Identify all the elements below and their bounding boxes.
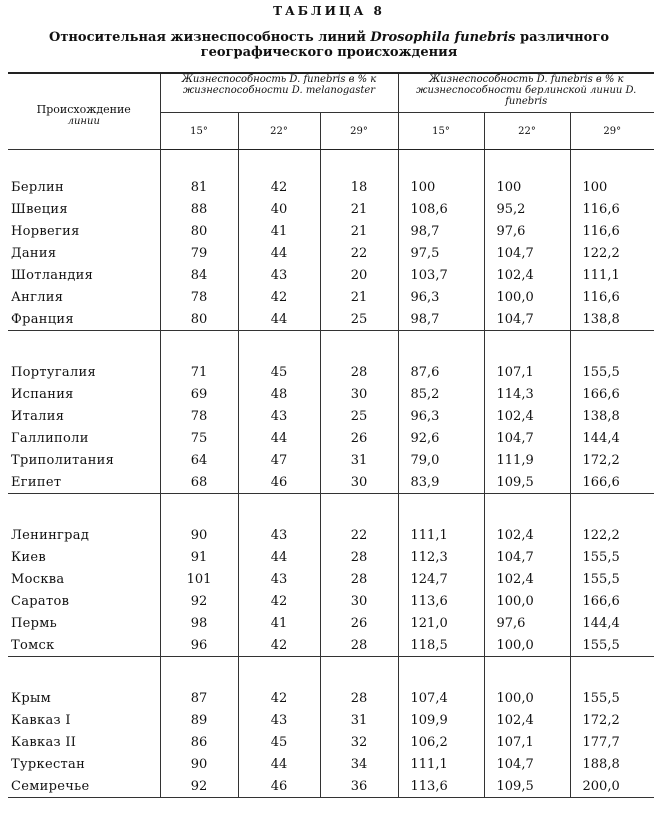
spacer-cell bbox=[484, 331, 570, 362]
value-cell: 92 bbox=[160, 775, 238, 798]
value-cell: 18 bbox=[320, 176, 398, 198]
value-cell: 87 bbox=[160, 687, 238, 709]
title-text-before: Относительная жизнеспособность линий bbox=[49, 30, 366, 45]
value-cell: 100,0 bbox=[484, 590, 570, 612]
value-cell: 166,6 bbox=[570, 471, 654, 494]
value-cell: 112,3 bbox=[398, 546, 484, 568]
value-cell: 43 bbox=[238, 709, 320, 731]
value-cell: 41 bbox=[238, 220, 320, 242]
spacer-cell bbox=[570, 331, 654, 362]
value-cell: 28 bbox=[320, 546, 398, 568]
value-cell: 155,5 bbox=[570, 546, 654, 568]
value-cell: 96 bbox=[160, 634, 238, 657]
value-cell: 104,7 bbox=[484, 427, 570, 449]
value-cell: 22 bbox=[320, 524, 398, 546]
origin-column-header bbox=[8, 73, 160, 150]
value-cell: 155,5 bbox=[570, 568, 654, 590]
table-row bbox=[8, 405, 654, 427]
value-cell: 122,2 bbox=[570, 524, 654, 546]
table-row bbox=[8, 449, 654, 471]
value-cell: 40 bbox=[238, 198, 320, 220]
value-cell: 172,2 bbox=[570, 709, 654, 731]
table-row bbox=[8, 524, 654, 546]
origin-cell: Туркестан bbox=[11, 756, 86, 772]
table-row bbox=[8, 242, 654, 264]
value-cell: 80 bbox=[160, 308, 238, 331]
value-cell: 109,9 bbox=[398, 709, 484, 731]
value-cell: 90 bbox=[160, 753, 238, 775]
spacer-cell bbox=[160, 494, 238, 525]
value-cell: 100,0 bbox=[484, 687, 570, 709]
origin-cell: Дания bbox=[11, 245, 57, 261]
value-cell: 79,0 bbox=[398, 449, 484, 471]
value-cell: 111,1 bbox=[398, 524, 484, 546]
spacer-cell bbox=[570, 657, 654, 688]
temp-header: 15° bbox=[160, 113, 238, 150]
value-cell: 43 bbox=[238, 405, 320, 427]
value-cell: 95,2 bbox=[484, 198, 570, 220]
value-cell: 96,3 bbox=[398, 286, 484, 308]
value-cell: 100 bbox=[570, 176, 654, 198]
value-cell: 89 bbox=[160, 709, 238, 731]
value-cell: 98,7 bbox=[398, 308, 484, 331]
spacer-cell bbox=[320, 657, 398, 688]
spacer-cell bbox=[238, 150, 320, 177]
value-cell: 113,6 bbox=[398, 775, 484, 798]
origin-cell: Швеция bbox=[11, 201, 68, 217]
value-cell: 104,7 bbox=[484, 242, 570, 264]
origin-cell: Томск bbox=[8, 634, 160, 657]
table-row bbox=[8, 687, 654, 709]
table-row bbox=[8, 286, 654, 308]
value-cell: 42 bbox=[238, 286, 320, 308]
value-cell: 46 bbox=[238, 775, 320, 798]
table-row bbox=[8, 568, 654, 590]
value-cell: 107,1 bbox=[484, 731, 570, 753]
spacer-cell bbox=[160, 331, 238, 362]
value-cell: 92 bbox=[160, 590, 238, 612]
value-cell: 97,5 bbox=[398, 242, 484, 264]
value-cell: 107,1 bbox=[484, 361, 570, 383]
value-cell: 102,4 bbox=[484, 568, 570, 590]
origin-cell: Пермь bbox=[11, 615, 58, 631]
value-cell: 68 bbox=[160, 471, 238, 494]
table-row bbox=[8, 176, 654, 198]
spacer-cell bbox=[238, 331, 320, 362]
value-cell: 96,3 bbox=[398, 405, 484, 427]
viability-table bbox=[8, 72, 654, 798]
value-cell: 28 bbox=[320, 634, 398, 657]
value-cell: 144,4 bbox=[570, 427, 654, 449]
value-cell: 109,5 bbox=[484, 775, 570, 798]
value-cell: 32 bbox=[320, 731, 398, 753]
value-cell: 75 bbox=[160, 427, 238, 449]
value-cell: 109,5 bbox=[484, 471, 570, 494]
value-cell: 30 bbox=[320, 383, 398, 405]
value-cell: 102,4 bbox=[484, 524, 570, 546]
temp-header: 29° bbox=[570, 113, 654, 150]
value-cell: 44 bbox=[238, 242, 320, 264]
value-cell: 102,4 bbox=[484, 405, 570, 427]
value-cell: 107,4 bbox=[398, 687, 484, 709]
value-cell: 90 bbox=[160, 524, 238, 546]
origin-cell: Италия bbox=[11, 408, 65, 424]
table-row bbox=[8, 775, 654, 798]
value-cell: 43 bbox=[238, 524, 320, 546]
value-cell: 116,6 bbox=[570, 220, 654, 242]
value-cell: 71 bbox=[160, 361, 238, 383]
value-cell: 155,5 bbox=[570, 687, 654, 709]
table-row bbox=[8, 709, 654, 731]
value-cell: 87,6 bbox=[398, 361, 484, 383]
value-cell: 108,6 bbox=[398, 198, 484, 220]
origin-cell: Норвегия bbox=[11, 223, 80, 239]
table-row bbox=[8, 546, 654, 568]
value-cell: 106,2 bbox=[398, 731, 484, 753]
value-cell: 172,2 bbox=[570, 449, 654, 471]
value-cell: 42 bbox=[238, 634, 320, 657]
table-row bbox=[8, 308, 654, 331]
table-row bbox=[8, 590, 654, 612]
spacer-cell bbox=[570, 150, 654, 177]
spacer-cell bbox=[8, 657, 160, 688]
value-cell: 97,6 bbox=[484, 612, 570, 634]
table-row bbox=[8, 198, 654, 220]
value-cell: 31 bbox=[320, 709, 398, 731]
origin-cell: Франция bbox=[8, 308, 160, 331]
value-cell: 104,7 bbox=[484, 753, 570, 775]
value-cell: 25 bbox=[320, 405, 398, 427]
table-caption: ТАБЛИЦА 8 bbox=[273, 4, 385, 18]
group-spacer bbox=[8, 494, 654, 525]
origin-cell: Крым bbox=[11, 690, 52, 706]
title-line-2: географического происхождения bbox=[200, 45, 458, 60]
spacer-cell bbox=[484, 494, 570, 525]
origin-cell: Ленинград bbox=[11, 527, 90, 543]
value-cell: 28 bbox=[320, 568, 398, 590]
value-cell: 34 bbox=[320, 753, 398, 775]
value-cell: 45 bbox=[238, 361, 320, 383]
table-title bbox=[0, 30, 658, 60]
value-cell: 69 bbox=[160, 383, 238, 405]
value-cell: 166,6 bbox=[570, 383, 654, 405]
value-cell: 41 bbox=[238, 612, 320, 634]
value-cell: 103,7 bbox=[398, 264, 484, 286]
value-cell: 102,4 bbox=[484, 264, 570, 286]
spacer-cell bbox=[570, 494, 654, 525]
temp-header: 22° bbox=[238, 113, 320, 150]
value-cell: 104,7 bbox=[484, 308, 570, 331]
spacer-cell bbox=[484, 657, 570, 688]
value-cell: 83,9 bbox=[398, 471, 484, 494]
value-cell: 200,0 bbox=[570, 775, 654, 798]
spacer-cell bbox=[320, 150, 398, 177]
value-cell: 116,6 bbox=[570, 198, 654, 220]
spacer-cell bbox=[398, 150, 484, 177]
value-cell: 138,8 bbox=[570, 405, 654, 427]
value-cell: 26 bbox=[320, 427, 398, 449]
table-row bbox=[8, 264, 654, 286]
origin-cell: Семиречье bbox=[8, 775, 160, 798]
spacer-cell bbox=[484, 150, 570, 177]
value-cell: 64 bbox=[160, 449, 238, 471]
group2-header: Жизнеспособность D. funebris в % к жизнеспособности берлинской линии D. funebris bbox=[398, 73, 654, 113]
value-cell: 100 bbox=[398, 176, 484, 198]
table-row bbox=[8, 634, 654, 657]
value-cell: 28 bbox=[320, 361, 398, 383]
value-cell: 43 bbox=[238, 264, 320, 286]
value-cell: 36 bbox=[320, 775, 398, 798]
spacer-cell bbox=[160, 657, 238, 688]
value-cell: 48 bbox=[238, 383, 320, 405]
origin-header-line2: линии bbox=[67, 116, 100, 127]
value-cell: 43 bbox=[238, 568, 320, 590]
spacer-cell bbox=[398, 494, 484, 525]
value-cell: 122,2 bbox=[570, 242, 654, 264]
value-cell: 111,1 bbox=[398, 753, 484, 775]
origin-cell: Галлиполи bbox=[11, 430, 89, 446]
value-cell: 155,5 bbox=[570, 361, 654, 383]
value-cell: 92,6 bbox=[398, 427, 484, 449]
value-cell: 104,7 bbox=[484, 546, 570, 568]
value-cell: 25 bbox=[320, 308, 398, 331]
table-row bbox=[8, 753, 654, 775]
value-cell: 114,3 bbox=[484, 383, 570, 405]
value-cell: 21 bbox=[320, 220, 398, 242]
value-cell: 80 bbox=[160, 220, 238, 242]
spacer-cell bbox=[8, 331, 160, 362]
spacer-cell bbox=[320, 494, 398, 525]
value-cell: 124,7 bbox=[398, 568, 484, 590]
table-row bbox=[8, 361, 654, 383]
value-cell: 21 bbox=[320, 198, 398, 220]
value-cell: 30 bbox=[320, 471, 398, 494]
value-cell: 138,8 bbox=[570, 308, 654, 331]
origin-header-line1: Происхождение bbox=[36, 103, 131, 116]
value-cell: 21 bbox=[320, 286, 398, 308]
value-cell: 26 bbox=[320, 612, 398, 634]
value-cell: 44 bbox=[238, 753, 320, 775]
group-spacer bbox=[8, 331, 654, 362]
table-row bbox=[8, 427, 654, 449]
value-cell: 111,9 bbox=[484, 449, 570, 471]
value-cell: 100 bbox=[484, 176, 570, 198]
temp-header: 22° bbox=[484, 113, 570, 150]
value-cell: 31 bbox=[320, 449, 398, 471]
value-cell: 177,7 bbox=[570, 731, 654, 753]
value-cell: 121,0 bbox=[398, 612, 484, 634]
value-cell: 28 bbox=[320, 687, 398, 709]
value-cell: 144,4 bbox=[570, 612, 654, 634]
value-cell: 42 bbox=[238, 590, 320, 612]
value-cell: 116,6 bbox=[570, 286, 654, 308]
origin-cell: Англия bbox=[11, 289, 64, 305]
value-cell: 102,4 bbox=[484, 709, 570, 731]
spacer-cell bbox=[320, 331, 398, 362]
value-cell: 88 bbox=[160, 198, 238, 220]
value-cell: 81 bbox=[160, 176, 238, 198]
table-row bbox=[8, 220, 654, 242]
group1-header: Жизнеспособность D. funebris в % к жизнеспособности D. melanogaster bbox=[160, 73, 398, 113]
group-header-row bbox=[8, 73, 654, 113]
origin-cell: Кавказ II bbox=[11, 734, 77, 750]
value-cell: 44 bbox=[238, 546, 320, 568]
value-cell: 47 bbox=[238, 449, 320, 471]
group-spacer bbox=[8, 657, 654, 688]
title-text-after: различного bbox=[520, 30, 609, 45]
temp-header: 29° bbox=[320, 113, 398, 150]
value-cell: 113,6 bbox=[398, 590, 484, 612]
origin-cell: Шотландия bbox=[11, 267, 94, 283]
group-spacer bbox=[8, 150, 654, 177]
value-cell: 188,8 bbox=[570, 753, 654, 775]
spacer-cell bbox=[398, 331, 484, 362]
origin-cell: Египет bbox=[8, 471, 160, 494]
table-row bbox=[8, 471, 654, 494]
value-cell: 22 bbox=[320, 242, 398, 264]
value-cell: 100,0 bbox=[484, 286, 570, 308]
value-cell: 44 bbox=[238, 308, 320, 331]
table-row bbox=[8, 383, 654, 405]
value-cell: 155,5 bbox=[570, 634, 654, 657]
origin-cell: Саратов bbox=[11, 593, 70, 609]
value-cell: 118,5 bbox=[398, 634, 484, 657]
value-cell: 84 bbox=[160, 264, 238, 286]
value-cell: 20 bbox=[320, 264, 398, 286]
value-cell: 98,7 bbox=[398, 220, 484, 242]
origin-cell: Киев bbox=[11, 549, 46, 565]
origin-cell: Москва bbox=[11, 571, 65, 587]
value-cell: 79 bbox=[160, 242, 238, 264]
value-cell: 100,0 bbox=[484, 634, 570, 657]
origin-cell: Кавказ I bbox=[11, 712, 71, 728]
value-cell: 44 bbox=[238, 427, 320, 449]
value-cell: 166,6 bbox=[570, 590, 654, 612]
spacer-cell bbox=[238, 657, 320, 688]
value-cell: 97,6 bbox=[484, 220, 570, 242]
value-cell: 30 bbox=[320, 590, 398, 612]
value-cell: 98 bbox=[160, 612, 238, 634]
value-cell: 78 bbox=[160, 286, 238, 308]
origin-cell: Триполитания bbox=[11, 452, 115, 468]
table-body bbox=[8, 150, 654, 798]
value-cell: 42 bbox=[238, 687, 320, 709]
origin-cell: Берлин bbox=[11, 179, 64, 195]
temp-header: 15° bbox=[398, 113, 484, 150]
spacer-cell bbox=[160, 150, 238, 177]
origin-cell: Испания bbox=[11, 386, 74, 402]
value-cell: 45 bbox=[238, 731, 320, 753]
origin-cell: Португалия bbox=[11, 364, 97, 380]
table-row bbox=[8, 731, 654, 753]
value-cell: 42 bbox=[238, 176, 320, 198]
value-cell: 86 bbox=[160, 731, 238, 753]
spacer-cell bbox=[8, 494, 160, 525]
spacer-cell bbox=[238, 494, 320, 525]
value-cell: 111,1 bbox=[570, 264, 654, 286]
spacer-cell bbox=[8, 150, 160, 177]
value-cell: 85,2 bbox=[398, 383, 484, 405]
value-cell: 91 bbox=[160, 546, 238, 568]
value-cell: 78 bbox=[160, 405, 238, 427]
value-cell: 46 bbox=[238, 471, 320, 494]
title-species: Drosophila funebris bbox=[370, 30, 516, 45]
spacer-cell bbox=[398, 657, 484, 688]
table-row bbox=[8, 612, 654, 634]
value-cell: 101 bbox=[160, 568, 238, 590]
